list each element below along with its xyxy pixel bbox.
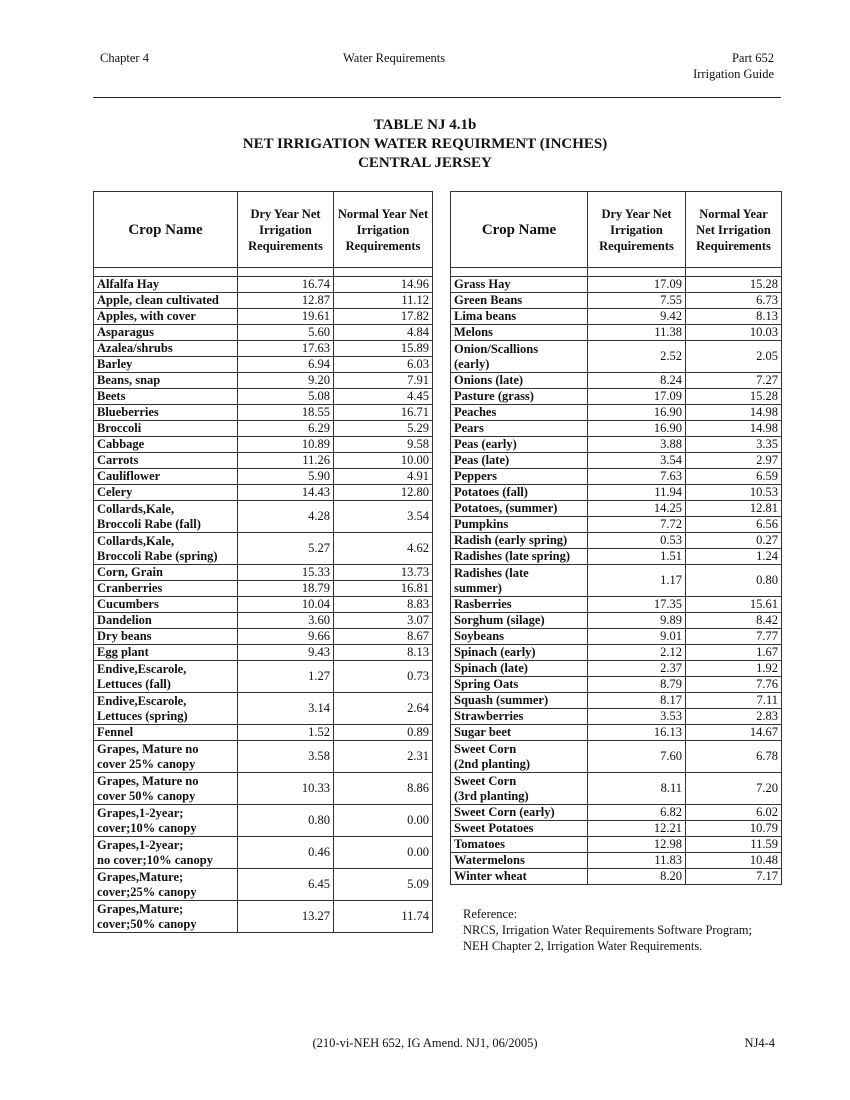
normal-year-value: 3.35: [686, 437, 782, 453]
dry-year-value: 17.63: [238, 341, 334, 357]
table-row: [451, 293, 782, 309]
normal-year-value: 13.73: [334, 565, 433, 581]
table-row: [94, 773, 433, 805]
dry-year-value: 1.27: [238, 661, 334, 693]
dry-year-value: 10.89: [238, 437, 334, 453]
crop-name: Pears: [451, 421, 588, 437]
dry-year-value: 10.33: [238, 773, 334, 805]
dry-year-value: 16.90: [588, 421, 686, 437]
normal-year-value: 6.73: [686, 293, 782, 309]
normal-year-value: 4.45: [334, 389, 433, 405]
table-row: [94, 325, 433, 341]
crop-name: Rasberries: [451, 597, 588, 613]
dry-year-value: 11.83: [588, 853, 686, 869]
dry-year-value: 8.11: [588, 773, 686, 805]
table-row: [94, 453, 433, 469]
dry-year-value: 5.90: [238, 469, 334, 485]
normal-year-value: 7.91: [334, 373, 433, 389]
crop-name: Grapes, Mature no cover 50% canopy: [94, 773, 238, 805]
dry-year-value: 6.94: [238, 357, 334, 373]
guide-label: Irrigation Guide: [693, 67, 774, 81]
crop-name: Endive,Escarole, Lettuces (fall): [94, 661, 238, 693]
table-row: [451, 453, 782, 469]
normal-year-value: 6.78: [686, 741, 782, 773]
table-row: [451, 853, 782, 869]
table-row: [451, 565, 782, 597]
dry-year-value: 1.17: [588, 565, 686, 597]
dry-year-header: Dry Year Net Irrigation Requirements: [238, 192, 334, 268]
table-row: [451, 773, 782, 805]
table-row: [451, 837, 782, 853]
normal-year-value: 15.61: [686, 597, 782, 613]
table-row: [451, 373, 782, 389]
crop-name: Tomatoes: [451, 837, 588, 853]
table-row: [94, 389, 433, 405]
table-number: TABLE NJ 4.1b: [373, 117, 477, 133]
normal-year-value: 8.13: [334, 645, 433, 661]
crop-name: Sweet Corn (2nd planting): [451, 741, 588, 773]
right-crop-table: [450, 191, 782, 885]
crop-name: Corn, Grain: [94, 565, 238, 581]
dry-year-value: 15.33: [238, 565, 334, 581]
crop-name: Melons: [451, 325, 588, 341]
crop-name: Watermelons: [451, 853, 588, 869]
normal-year-value: 12.81: [686, 501, 782, 517]
crop-name: Green Beans: [451, 293, 588, 309]
dry-year-value: 3.54: [588, 453, 686, 469]
normal-year-value: 2.05: [686, 341, 782, 373]
table-row: [451, 277, 782, 293]
dry-year-value: 3.60: [238, 613, 334, 629]
dry-year-value: 9.42: [588, 309, 686, 325]
page-number: NJ4-4: [744, 1036, 775, 1050]
dry-year-value: 11.94: [588, 485, 686, 501]
table-row: [94, 373, 433, 389]
dry-year-value: 16.13: [588, 725, 686, 741]
part-label: Part 652: [731, 51, 774, 65]
crop-name: Lima beans: [451, 309, 588, 325]
table-row: [94, 613, 433, 629]
table-row: [94, 661, 433, 693]
table-row: [451, 501, 782, 517]
table-row: [451, 805, 782, 821]
normal-year-value: 1.67: [686, 645, 782, 661]
normal-year-value: 16.81: [334, 581, 433, 597]
crop-name: Sorghum (silage): [451, 613, 588, 629]
dry-year-value: 4.28: [238, 501, 334, 533]
dry-year-value: 1.52: [238, 725, 334, 741]
crop-name: Cauliflower: [94, 469, 238, 485]
crop-name: Dandelion: [94, 613, 238, 629]
dry-year-value: 7.55: [588, 293, 686, 309]
dry-year-value: 2.52: [588, 341, 686, 373]
table-row: [451, 405, 782, 421]
table-row: [451, 725, 782, 741]
crop-name: Sweet Corn (3rd planting): [451, 773, 588, 805]
normal-year-value: 2.64: [334, 693, 433, 725]
table-row: [94, 533, 433, 565]
chapter-label: Chapter 4: [100, 51, 149, 65]
table-row: [451, 325, 782, 341]
crop-name: Soybeans: [451, 629, 588, 645]
normal-year-value: 5.29: [334, 421, 433, 437]
normal-year-value: 16.71: [334, 405, 433, 421]
normal-year-value: 3.07: [334, 613, 433, 629]
normal-year-value: 0.89: [334, 725, 433, 741]
crop-name: Radish (early spring): [451, 533, 588, 549]
normal-year-value: 6.59: [686, 469, 782, 485]
normal-year-value: 8.86: [334, 773, 433, 805]
crop-name: Dry beans: [94, 629, 238, 645]
normal-year-value: 8.83: [334, 597, 433, 613]
table-row: [451, 677, 782, 693]
dry-year-value: 7.72: [588, 517, 686, 533]
dry-year-value: 9.66: [238, 629, 334, 645]
normal-year-value: 8.42: [686, 613, 782, 629]
reference-label: Reference:: [463, 907, 518, 921]
dry-year-value: 6.82: [588, 805, 686, 821]
table-row: [451, 437, 782, 453]
dry-year-value: 9.20: [238, 373, 334, 389]
table-row: [94, 837, 433, 869]
dry-year-value: 1.51: [588, 549, 686, 565]
dry-year-value: 12.87: [238, 293, 334, 309]
section-title: Water Requirements: [343, 51, 446, 65]
crop-name: Apples, with cover: [94, 309, 238, 325]
dry-year-value: 3.58: [238, 741, 334, 773]
dry-year-value: 9.89: [588, 613, 686, 629]
crop-name: Asparagus: [94, 325, 238, 341]
dry-year-value: 17.35: [588, 597, 686, 613]
reference-text: NRCS, Irrigation Water Requirements Software Program; NEH Chapter 2, Irrigation Water Requirements.: [463, 923, 752, 953]
normal-year-value: 14.98: [686, 421, 782, 437]
table-row: [94, 405, 433, 421]
table-row: [94, 565, 433, 581]
table-row: [451, 485, 782, 501]
normal-year-value: 3.54: [334, 501, 433, 533]
crop-name: Strawberries: [451, 709, 588, 725]
crop-name: Grapes,1-2year; no cover;10% canopy: [94, 837, 238, 869]
normal-year-value: 14.98: [686, 405, 782, 421]
table-row: [451, 661, 782, 677]
dry-year-value: 6.29: [238, 421, 334, 437]
crop-name: Broccoli: [94, 421, 238, 437]
table-row: [451, 821, 782, 837]
dry-year-value: 0.46: [238, 837, 334, 869]
normal-year-value: 5.09: [334, 869, 433, 901]
normal-year-value: 6.56: [686, 517, 782, 533]
dry-year-value: 9.43: [238, 645, 334, 661]
normal-year-value: 6.02: [686, 805, 782, 821]
table-row: [451, 421, 782, 437]
crop-name: Beans, snap: [94, 373, 238, 389]
normal-year-value: 14.67: [686, 725, 782, 741]
table-region: CENTRAL JERSEY: [358, 155, 492, 171]
table-title: NET IRRIGATION WATER REQUIRMENT (INCHES): [242, 136, 608, 152]
dry-year-value: 2.12: [588, 645, 686, 661]
dry-year-value: 16.74: [238, 277, 334, 293]
dry-year-value: 14.43: [238, 485, 334, 501]
crop-name: Grapes, Mature no cover 25% canopy: [94, 741, 238, 773]
normal-year-value: 14.96: [334, 277, 433, 293]
table-row: [94, 293, 433, 309]
crop-name: Spinach (late): [451, 661, 588, 677]
normal-year-header: Normal Year Net Irrigation Requirements: [334, 192, 433, 268]
crop-name-header: Crop Name: [451, 192, 588, 268]
table-row: [94, 581, 433, 597]
footer-citation: (210-vi-NEH 652, IG Amend. NJ1, 06/2005): [312, 1036, 538, 1050]
header-rule: [93, 97, 781, 98]
crop-name: Sweet Potatoes: [451, 821, 588, 837]
table-row: [451, 869, 782, 885]
table-row: [451, 597, 782, 613]
crop-name: Potatoes, (summer): [451, 501, 588, 517]
crop-name: Carrots: [94, 453, 238, 469]
normal-year-value: 15.28: [686, 389, 782, 405]
reference-note: [463, 906, 763, 954]
normal-year-value: 1.24: [686, 549, 782, 565]
normal-year-value: 15.28: [686, 277, 782, 293]
dry-year-value: 14.25: [588, 501, 686, 517]
dry-year-value: 2.37: [588, 661, 686, 677]
normal-year-value: 0.80: [686, 565, 782, 597]
normal-year-value: 11.59: [686, 837, 782, 853]
crop-name: Peaches: [451, 405, 588, 421]
table-row: [94, 421, 433, 437]
table-row: [94, 485, 433, 501]
dry-year-value: 5.27: [238, 533, 334, 565]
table-row: [94, 469, 433, 485]
normal-year-value: 11.74: [334, 901, 433, 933]
dry-year-value: 7.63: [588, 469, 686, 485]
crop-name: Peas (early): [451, 437, 588, 453]
table-row: [94, 901, 433, 933]
dry-year-value: 9.01: [588, 629, 686, 645]
table-row: [451, 629, 782, 645]
dry-year-value: 16.90: [588, 405, 686, 421]
dry-year-value: 8.17: [588, 693, 686, 709]
crop-name: Grapes,1-2year; cover;10% canopy: [94, 805, 238, 837]
table-row: [94, 437, 433, 453]
crop-name: Sugar beet: [451, 725, 588, 741]
table-row: [94, 501, 433, 533]
table-row: [94, 725, 433, 741]
dry-year-value: 17.09: [588, 277, 686, 293]
normal-year-value: 2.83: [686, 709, 782, 725]
table-row: [451, 389, 782, 405]
dry-year-value: 18.79: [238, 581, 334, 597]
dry-year-value: 18.55: [238, 405, 334, 421]
table-row: [94, 805, 433, 837]
crop-name: Grapes,Mature; cover;50% canopy: [94, 901, 238, 933]
dry-year-value: 5.60: [238, 325, 334, 341]
dry-year-value: 11.26: [238, 453, 334, 469]
table-row: [451, 341, 782, 373]
crop-name: Beets: [94, 389, 238, 405]
crop-name: Onion/Scallions (early): [451, 341, 588, 373]
normal-year-value: 0.00: [334, 837, 433, 869]
dry-year-value: 5.08: [238, 389, 334, 405]
table-row: [451, 309, 782, 325]
dry-year-value: 3.53: [588, 709, 686, 725]
crop-name: Grapes,Mature; cover;25% canopy: [94, 869, 238, 901]
table-row: [94, 597, 433, 613]
dry-year-value: 8.79: [588, 677, 686, 693]
normal-year-value: 0.27: [686, 533, 782, 549]
dry-year-value: 12.21: [588, 821, 686, 837]
crop-name-header: Crop Name: [94, 192, 238, 268]
normal-year-value: 10.53: [686, 485, 782, 501]
crop-name: Blueberries: [94, 405, 238, 421]
normal-year-value: 0.00: [334, 805, 433, 837]
crop-name: Spring Oats: [451, 677, 588, 693]
normal-year-value: 4.91: [334, 469, 433, 485]
normal-year-value: 8.13: [686, 309, 782, 325]
normal-year-value: 7.77: [686, 629, 782, 645]
table-row: [451, 549, 782, 565]
dry-year-value: 10.04: [238, 597, 334, 613]
crop-name: Winter wheat: [451, 869, 588, 885]
normal-year-value: 8.67: [334, 629, 433, 645]
crop-name: Onions (late): [451, 373, 588, 389]
normal-year-header: Normal Year Net Irrigation Requirements: [686, 192, 782, 268]
dry-year-value: 8.24: [588, 373, 686, 389]
crop-name: Potatoes (fall): [451, 485, 588, 501]
normal-year-value: 7.20: [686, 773, 782, 805]
table-row: [451, 709, 782, 725]
table-row: [451, 469, 782, 485]
normal-year-value: 6.03: [334, 357, 433, 373]
dry-year-header: Dry Year Net Irrigation Requirements: [588, 192, 686, 268]
crop-name: Sweet Corn (early): [451, 805, 588, 821]
table-row: [94, 309, 433, 325]
crop-name: Alfalfa Hay: [94, 277, 238, 293]
dry-year-value: 0.80: [238, 805, 334, 837]
crop-name: Endive,Escarole, Lettuces (spring): [94, 693, 238, 725]
dry-year-value: 17.09: [588, 389, 686, 405]
dry-year-value: 7.60: [588, 741, 686, 773]
normal-year-value: 10.48: [686, 853, 782, 869]
crop-name: Pasture (grass): [451, 389, 588, 405]
normal-year-value: 10.03: [686, 325, 782, 341]
crop-name: Spinach (early): [451, 645, 588, 661]
crop-name: Cranberries: [94, 581, 238, 597]
table-row: [451, 613, 782, 629]
crop-name: Squash (summer): [451, 693, 588, 709]
table-row: [451, 517, 782, 533]
crop-name: Radishes (late spring): [451, 549, 588, 565]
crop-name: Peppers: [451, 469, 588, 485]
table-row: [94, 693, 433, 725]
table-row: [94, 277, 433, 293]
normal-year-value: 4.84: [334, 325, 433, 341]
crop-name: Egg plant: [94, 645, 238, 661]
normal-year-value: 7.17: [686, 869, 782, 885]
dry-year-value: 3.88: [588, 437, 686, 453]
crop-name: Celery: [94, 485, 238, 501]
table-row: [451, 533, 782, 549]
crop-name: Pumpkins: [451, 517, 588, 533]
crop-name: Collards,Kale, Broccoli Rabe (spring): [94, 533, 238, 565]
normal-year-value: 10.79: [686, 821, 782, 837]
normal-year-value: 11.12: [334, 293, 433, 309]
crop-name: Azalea/shrubs: [94, 341, 238, 357]
table-row: [94, 357, 433, 373]
normal-year-value: 1.92: [686, 661, 782, 677]
normal-year-value: 12.80: [334, 485, 433, 501]
crop-name: Barley: [94, 357, 238, 373]
crop-name: Grass Hay: [451, 277, 588, 293]
normal-year-value: 4.62: [334, 533, 433, 565]
table-row: [451, 693, 782, 709]
normal-year-value: 7.76: [686, 677, 782, 693]
dry-year-value: 3.14: [238, 693, 334, 725]
crop-name: Collards,Kale, Broccoli Rabe (fall): [94, 501, 238, 533]
crop-name: Peas (late): [451, 453, 588, 469]
dry-year-value: 13.27: [238, 901, 334, 933]
normal-year-value: 7.27: [686, 373, 782, 389]
crop-name: Cabbage: [94, 437, 238, 453]
dry-year-value: 6.45: [238, 869, 334, 901]
normal-year-value: 2.31: [334, 741, 433, 773]
left-crop-table: [93, 191, 433, 933]
normal-year-value: 7.11: [686, 693, 782, 709]
table-row: [94, 341, 433, 357]
dry-year-value: 0.53: [588, 533, 686, 549]
normal-year-value: 15.89: [334, 341, 433, 357]
normal-year-value: 2.97: [686, 453, 782, 469]
crop-name: Apple, clean cultivated: [94, 293, 238, 309]
table-row: [94, 869, 433, 901]
table-row: [451, 741, 782, 773]
table-row: [94, 645, 433, 661]
table-row: [94, 629, 433, 645]
crop-name: Fennel: [94, 725, 238, 741]
dry-year-value: 19.61: [238, 309, 334, 325]
normal-year-value: 17.82: [334, 309, 433, 325]
table-row: [451, 645, 782, 661]
table-row: [94, 741, 433, 773]
crop-name: Radishes (late summer): [451, 565, 588, 597]
normal-year-value: 10.00: [334, 453, 433, 469]
normal-year-value: 9.58: [334, 437, 433, 453]
normal-year-value: 0.73: [334, 661, 433, 693]
dry-year-value: 12.98: [588, 837, 686, 853]
dry-year-value: 11.38: [588, 325, 686, 341]
crop-name: Cucumbers: [94, 597, 238, 613]
dry-year-value: 8.20: [588, 869, 686, 885]
